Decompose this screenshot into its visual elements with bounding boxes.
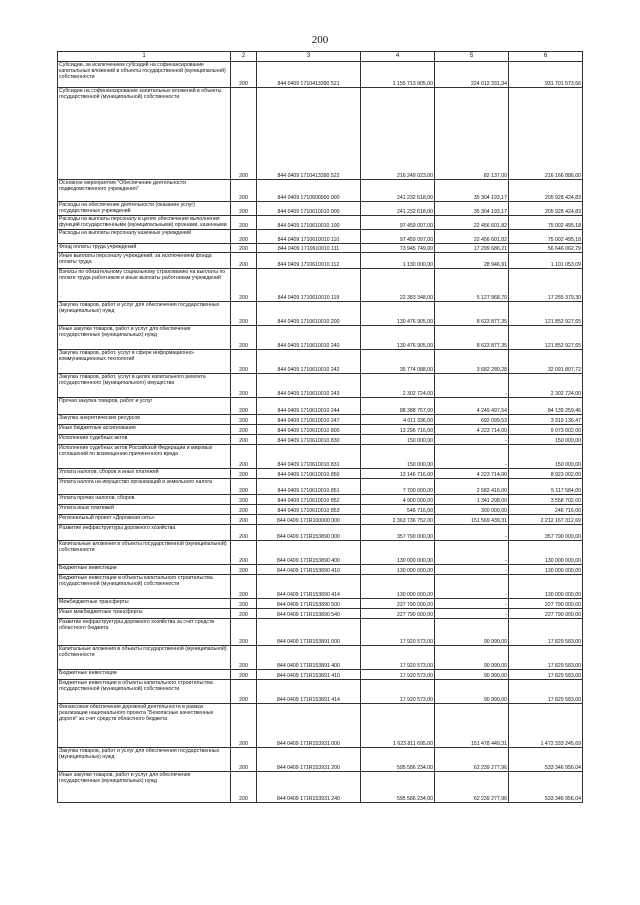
row-exec-cell: 224 012 331,34 (435, 62, 509, 88)
table-row (58, 62, 583, 88)
table-row (58, 670, 583, 680)
row-name-cell: Развитие инфраструктуры дорожного хозяйства (58, 525, 231, 541)
row-plan-cell: 595 586 234,00 (361, 772, 435, 803)
table-row (58, 541, 583, 565)
row-kbk-cell: 844 0409 171R153931 240 (257, 772, 361, 803)
table-row (58, 515, 583, 525)
row-rest-cell: 56 646 062,79 (509, 244, 583, 253)
row-exec-cell: 90 990,00 (435, 646, 509, 670)
row-kbk-cell: 844 0409 1710610010 850 (257, 469, 361, 479)
row-name-cell: Бюджетные инвестиции в объекты капитального строительства государственной (муниципальной) собственности (58, 680, 231, 704)
row-code-cell: 200 (231, 302, 257, 326)
table-row (58, 216, 583, 230)
header-col-1: 1 (58, 52, 231, 62)
row-plan-cell: 130 476 905,00 (361, 326, 435, 350)
row-kbk-cell: 844 0409 1710610010 243 (257, 374, 361, 398)
row-rest-cell: 121 852 927,65 (509, 302, 583, 326)
row-code-cell: 200 (231, 374, 257, 398)
row-kbk-cell: 844 0409 1710610010 831 (257, 445, 361, 469)
row-rest-cell: 205 928 424,83 (509, 202, 583, 216)
row-kbk-cell: 844 0409 1710413390 522 (257, 88, 361, 180)
row-name-cell: Бюджетные инвестиции в объекты капитального строительства государственной (муниципальной) собственности (58, 575, 231, 599)
row-plan-cell: 97 459 097,00 (361, 230, 435, 244)
row-plan-cell: 88 388 757,00 (361, 398, 435, 415)
row-name-cell: Развитие инфраструктуры дорожного хозяйства за счет средств областного бюджета (58, 619, 231, 646)
table-row (58, 704, 583, 748)
row-name-cell: Бюджетные инвестиции (58, 670, 231, 680)
row-exec-cell: 8 623 877,35 (435, 302, 509, 326)
row-plan-cell: 130 000 000,00 (361, 575, 435, 599)
row-plan-cell: 130 000 000,00 (361, 565, 435, 575)
table-row (58, 425, 583, 435)
row-code-cell: 200 (231, 748, 257, 772)
row-kbk-cell: 844 0409 1710610010 242 (257, 350, 361, 374)
row-exec-cell: 4 223 714,00 (435, 469, 509, 479)
row-name-cell: Расходы на выплаты персоналу в целях обеспечения выполнения функций государственными (муниципальными) органами, казенными (58, 216, 231, 230)
row-code-cell: 200 (231, 88, 257, 180)
row-rest-cell: 9 073 002,00 (509, 425, 583, 435)
row-code-cell: 200 (231, 415, 257, 425)
row-code-cell: 200 (231, 398, 257, 415)
table-row (58, 680, 583, 704)
row-plan-cell: 241 232 618,00 (361, 180, 435, 202)
row-rest-cell: 130 000 000,00 (509, 565, 583, 575)
row-kbk-cell: 844 0409 171R153890 500 (257, 599, 361, 609)
row-exec-cell: - (435, 599, 509, 609)
row-code-cell: 200 (231, 445, 257, 469)
row-plan-cell: 357 790 000,00 (361, 525, 435, 541)
table-row (58, 350, 583, 374)
row-name-cell: Субсидии, за исключением субсидий на софинансирование капитальных вложений в объекты государственной (муниципальной) собственности (58, 62, 231, 88)
row-name-cell: Закупка энергетических ресурсов (58, 415, 231, 425)
row-code-cell: 200 (231, 435, 257, 445)
row-kbk-cell: 844 0409 1710610010 111 (257, 244, 361, 253)
row-code-cell: 200 (231, 326, 257, 350)
row-name-cell: Уплата прочих налогов, сборов (58, 495, 231, 505)
row-rest-cell: 32 091 807,72 (509, 350, 583, 374)
row-kbk-cell: 844 0409 171R153931 200 (257, 748, 361, 772)
row-rest-cell: 84 139 259,46 (509, 398, 583, 415)
row-code-cell: 200 (231, 62, 257, 88)
row-kbk-cell: 844 0409 1710610010 851 (257, 479, 361, 495)
row-code-cell: 200 (231, 505, 257, 515)
row-exec-cell: - (435, 435, 509, 445)
row-exec-cell: 62 239 277,96 (435, 772, 509, 803)
row-rest-cell: 205 928 424,83 (509, 180, 583, 202)
row-kbk-cell: 844 0409 1710610010 119 (257, 269, 361, 302)
row-exec-cell: - (435, 609, 509, 619)
row-kbk-cell: 844 0409 1710610010 800 (257, 425, 361, 435)
row-rest-cell: 130 000 000,00 (509, 541, 583, 565)
table-body (58, 62, 583, 803)
row-exec-cell: 28 946,91 (435, 253, 509, 269)
row-rest-cell: 8 923 002,00 (509, 469, 583, 479)
row-rest-cell: 150 000,00 (509, 445, 583, 469)
row-rest-cell: 3 319 136,47 (509, 415, 583, 425)
table-row (58, 415, 583, 425)
table-row (58, 479, 583, 495)
row-rest-cell: 1 472 333 245,69 (509, 704, 583, 748)
table-row (58, 180, 583, 202)
row-rest-cell: 130 000 000,00 (509, 575, 583, 599)
row-kbk-cell: 844 0409 1710610010 244 (257, 398, 361, 415)
row-exec-cell: 3 682 280,28 (435, 350, 509, 374)
row-rest-cell: 216 166 886,00 (509, 88, 583, 180)
row-code-cell: 200 (231, 599, 257, 609)
row-kbk-cell: 844 0409 171R153891 000 (257, 619, 361, 646)
row-plan-cell: 150 000,00 (361, 435, 435, 445)
table-row (58, 525, 583, 541)
table-row (58, 619, 583, 646)
row-code-cell: 200 (231, 253, 257, 269)
table-row (58, 599, 583, 609)
row-plan-cell: 17 920 573,00 (361, 670, 435, 680)
row-plan-cell: 17 920 573,00 (361, 680, 435, 704)
row-name-cell: Иные выплаты персоналу учреждений, за исключением фонда оплаты труда (58, 253, 231, 269)
row-kbk-cell: 844 0409 1710610010 200 (257, 302, 361, 326)
row-rest-cell: 121 852 927,65 (509, 326, 583, 350)
row-code-cell: 200 (231, 565, 257, 575)
table-row (58, 202, 583, 216)
row-kbk-cell: 844 0409 1710600000 000 (257, 180, 361, 202)
row-code-cell: 200 (231, 515, 257, 525)
table-row (58, 575, 583, 599)
row-name-cell: Закупка товаров, работ и услуг для обеспечения государственных (муниципальных) нужд (58, 302, 231, 326)
row-code-cell: 200 (231, 646, 257, 670)
row-plan-cell: 216 249 023,00 (361, 88, 435, 180)
row-plan-cell: 7 700 000,00 (361, 479, 435, 495)
row-rest-cell: 533 346 956,04 (509, 772, 583, 803)
table-row (58, 244, 583, 253)
row-plan-cell: 1 130 000,00 (361, 253, 435, 269)
row-rest-cell: 227 790 000,00 (509, 609, 583, 619)
table-row (58, 772, 583, 803)
header-col-2: 2 (231, 52, 257, 62)
table-row (58, 88, 583, 180)
row-name-cell: Бюджетные инвестиции (58, 565, 231, 575)
row-plan-cell: 2 363 736 752,00 (361, 515, 435, 525)
table-row (58, 505, 583, 515)
row-name-cell: Закупка товаров, работ, услуг в сфере информационно-коммуникационных технологий (58, 350, 231, 374)
row-rest-cell: 17 255 379,30 (509, 269, 583, 302)
row-exec-cell: - (435, 541, 509, 565)
row-exec-cell: 82 137,00 (435, 88, 509, 180)
row-plan-cell: 546 716,00 (361, 505, 435, 515)
table-row (58, 469, 583, 479)
row-kbk-cell: 844 0409 171R153931 000 (257, 704, 361, 748)
row-code-cell: 200 (231, 772, 257, 803)
row-exec-cell: 300 000,00 (435, 505, 509, 515)
row-code-cell: 200 (231, 230, 257, 244)
row-name-cell: Капитальные вложения в объекты государственной (муниципальной) собственности (58, 646, 231, 670)
row-name-cell: Иные бюджетные ассигнования (58, 425, 231, 435)
table-row (58, 435, 583, 445)
table-header-row (58, 52, 583, 62)
row-exec-cell: - (435, 445, 509, 469)
row-plan-cell: 17 920 573,00 (361, 619, 435, 646)
row-plan-cell: 22 383 348,00 (361, 269, 435, 302)
row-rest-cell: 17 829 583,00 (509, 680, 583, 704)
row-exec-cell: - (435, 374, 509, 398)
table-row (58, 748, 583, 772)
row-plan-cell: 1 155 713 905,00 (361, 62, 435, 88)
header-col-6: 6 (509, 52, 583, 62)
row-kbk-cell: 844 0409 171R153891 414 (257, 680, 361, 704)
row-code-cell: 200 (231, 244, 257, 253)
row-name-cell: Иные закупки товаров, работ и услуг для обеспечения государственных (муниципальных) нужд (58, 326, 231, 350)
row-rest-cell: 1 101 053,09 (509, 253, 583, 269)
table-row (58, 269, 583, 302)
row-plan-cell: 2 302 724,00 (361, 374, 435, 398)
row-exec-cell: - (435, 525, 509, 541)
row-exec-cell: 90 990,00 (435, 670, 509, 680)
row-name-cell: Межбюджетные трансферты (58, 599, 231, 609)
row-plan-cell: 35 774 088,00 (361, 350, 435, 374)
row-kbk-cell: 844 0409 1710610010 830 (257, 435, 361, 445)
row-kbk-cell: 844 0409 171R153890 400 (257, 541, 361, 565)
table-row (58, 565, 583, 575)
row-exec-cell: 22 456 601,82 (435, 230, 509, 244)
page-number: 200 (311, 34, 329, 46)
row-code-cell: 200 (231, 202, 257, 216)
row-rest-cell: 3 558 702,00 (509, 495, 583, 505)
row-plan-cell: 13 296 716,00 (361, 425, 435, 435)
row-code-cell: 200 (231, 704, 257, 748)
row-kbk-cell: 844 0409 1710610010 112 (257, 253, 361, 269)
row-rest-cell: 17 829 583,00 (509, 646, 583, 670)
row-exec-cell: 151 569 439,31 (435, 515, 509, 525)
row-exec-cell: 1 341 298,00 (435, 495, 509, 505)
row-code-cell: 200 (231, 541, 257, 565)
row-exec-cell: 17 299 686,21 (435, 244, 509, 253)
table-row (58, 326, 583, 350)
row-plan-cell: 4 900 000,00 (361, 495, 435, 505)
row-name-cell: Прочая закупка товаров, работ и услуг (58, 398, 231, 415)
row-plan-cell: 73 945 749,00 (361, 244, 435, 253)
table-row (58, 230, 583, 244)
row-plan-cell: 227 790 000,00 (361, 599, 435, 609)
row-exec-cell: 4 223 714,00 (435, 425, 509, 435)
row-code-cell: 200 (231, 425, 257, 435)
row-exec-cell: 692 099,53 (435, 415, 509, 425)
table-row (58, 495, 583, 505)
row-kbk-cell: 844 0409 171R153890 410 (257, 565, 361, 575)
row-rest-cell: 357 790 000,00 (509, 525, 583, 541)
row-code-cell: 200 (231, 350, 257, 374)
row-rest-cell: 17 829 583,00 (509, 670, 583, 680)
row-kbk-cell: 844 0409 1710610010 100 (257, 216, 361, 230)
row-name-cell: Капитальные вложения в объекты государственной (муниципальной) собственности (58, 541, 231, 565)
table-row (58, 646, 583, 670)
row-exec-cell: 5 127 968,70 (435, 269, 509, 302)
table-row (58, 253, 583, 269)
row-plan-cell: 17 920 573,00 (361, 646, 435, 670)
row-name-cell: Иные закупки товаров, работ и услуг для обеспечения государственных (муниципальных) нужд (58, 772, 231, 803)
table-row (58, 445, 583, 469)
row-kbk-cell: 844 0409 1710413390 521 (257, 62, 361, 88)
row-name-cell: Исполнение судебных актов (58, 435, 231, 445)
row-plan-cell: 1 623 811 695,00 (361, 704, 435, 748)
row-name-cell: Исполнение судебных актов Российской Федерации и мировых соглашений по возмещению причиненного вреда (58, 445, 231, 469)
row-name-cell: Фонд оплаты труда учреждений (58, 244, 231, 253)
row-kbk-cell: 844 0409 1710610010 240 (257, 326, 361, 350)
row-code-cell: 200 (231, 469, 257, 479)
row-code-cell: 200 (231, 216, 257, 230)
row-exec-cell: - (435, 565, 509, 575)
row-exec-cell: 4 249 497,54 (435, 398, 509, 415)
row-name-cell: Расходы на обеспечение деятельности (оказание услуг) государственных учреждений (58, 202, 231, 216)
row-code-cell: 200 (231, 269, 257, 302)
row-plan-cell: 97 459 097,00 (361, 216, 435, 230)
row-code-cell: 200 (231, 479, 257, 495)
row-kbk-cell: 844 0409 171R153891 410 (257, 670, 361, 680)
row-rest-cell: 227 790 000,00 (509, 599, 583, 609)
row-name-cell: Основное мероприятие "Обеспечение деятельности подведомственного учреждения" (58, 180, 231, 202)
row-exec-cell: - (435, 575, 509, 599)
row-code-cell: 200 (231, 609, 257, 619)
row-kbk-cell: 844 0409 1710610010 110 (257, 230, 361, 244)
row-name-cell: Закупка товаров, работ, услуг в целях капитального ремонта государственного (муниципального) имущества (58, 374, 231, 398)
row-plan-cell: 241 232 618,00 (361, 202, 435, 216)
row-rest-cell: 2 212 167 312,69 (509, 515, 583, 525)
row-kbk-cell: 844 0409 171R153890 414 (257, 575, 361, 599)
row-kbk-cell: 844 0409 171R153890 540 (257, 609, 361, 619)
row-name-cell: Субсидии на софинансирование капитальных вложений в объекты государственной (муниципальной) собственности (58, 88, 231, 180)
row-name-cell: Закупка товаров, работ и услуг для обеспечения государственных (муниципальных) нужд (58, 748, 231, 772)
table-row (58, 374, 583, 398)
row-code-cell: 200 (231, 619, 257, 646)
row-plan-cell: 4 011 336,00 (361, 415, 435, 425)
row-kbk-cell: 844 0409 1710610010 247 (257, 415, 361, 425)
row-name-cell: Региональный проект «Дорожная сеть» (58, 515, 231, 525)
header-col-3: 3 (257, 52, 361, 62)
header-col-4: 4 (361, 52, 435, 62)
row-rest-cell: 533 346 956,04 (509, 748, 583, 772)
row-code-cell: 200 (231, 680, 257, 704)
row-kbk-cell: 844 0409 1710610010 853 (257, 505, 361, 515)
row-kbk-cell: 844 0409 171R100000 000 (257, 515, 361, 525)
table-row (58, 609, 583, 619)
row-name-cell: Расходы на выплаты персоналу казенных учреждений (58, 230, 231, 244)
row-code-cell: 200 (231, 575, 257, 599)
row-rest-cell: 246 716,00 (509, 505, 583, 515)
row-rest-cell: 75 002 495,18 (509, 216, 583, 230)
row-kbk-cell: 844 0409 171R153890 000 (257, 525, 361, 541)
row-plan-cell: 13 146 716,00 (361, 469, 435, 479)
row-rest-cell: 931 701 573,66 (509, 62, 583, 88)
row-kbk-cell: 844 0409 171R153891 400 (257, 646, 361, 670)
row-name-cell: Уплата налогов, сборов и иных платежей (58, 469, 231, 479)
row-name-cell: Взносы по обязательному социальному страхованию на выплаты по оплате труда работников и иные выплаты работникам учреждений (58, 269, 231, 302)
row-kbk-cell: 844 0409 1710610010 000 (257, 202, 361, 216)
row-name-cell: Финансовое обеспечение дорожной деятельности в рамках реализации национального проекта "Безопасные качественные дороги" за счет средств областного бюджета (58, 704, 231, 748)
row-code-cell: 200 (231, 180, 257, 202)
row-exec-cell: 62 239 277,96 (435, 748, 509, 772)
row-name-cell: Иные межбюджетные трансферты (58, 609, 231, 619)
row-code-cell: 200 (231, 670, 257, 680)
header-col-5: 5 (435, 52, 509, 62)
row-plan-cell: 130 000 000,00 (361, 541, 435, 565)
row-rest-cell: 2 302 724,00 (509, 374, 583, 398)
row-exec-cell: 35 304 193,17 (435, 180, 509, 202)
row-exec-cell: 151 478 449,31 (435, 704, 509, 748)
table-row (58, 302, 583, 326)
row-plan-cell: 595 586 234,00 (361, 748, 435, 772)
row-plan-cell: 130 476 905,00 (361, 302, 435, 326)
row-exec-cell: 35 304 193,17 (435, 202, 509, 216)
row-code-cell: 200 (231, 525, 257, 541)
row-code-cell: 200 (231, 495, 257, 505)
row-name-cell: Уплата налога на имущество организаций и земельного налога (58, 479, 231, 495)
row-exec-cell: 90 990,00 (435, 680, 509, 704)
row-exec-cell: 8 623 877,35 (435, 326, 509, 350)
row-rest-cell: 5 117 584,00 (509, 479, 583, 495)
row-rest-cell: 17 829 583,00 (509, 619, 583, 646)
row-exec-cell: 90 990,00 (435, 619, 509, 646)
row-rest-cell: 150 000,00 (509, 435, 583, 445)
row-kbk-cell: 844 0409 1710610010 852 (257, 495, 361, 505)
row-rest-cell: 75 002 495,18 (509, 230, 583, 244)
table-row (58, 398, 583, 415)
row-exec-cell: 2 582 416,00 (435, 479, 509, 495)
row-name-cell: Уплата иных платежей (58, 505, 231, 515)
row-plan-cell: 227 790 000,00 (361, 609, 435, 619)
row-plan-cell: 150 000,00 (361, 445, 435, 469)
row-exec-cell: 22 456 601,82 (435, 216, 509, 230)
budget-execution-table (57, 51, 583, 803)
